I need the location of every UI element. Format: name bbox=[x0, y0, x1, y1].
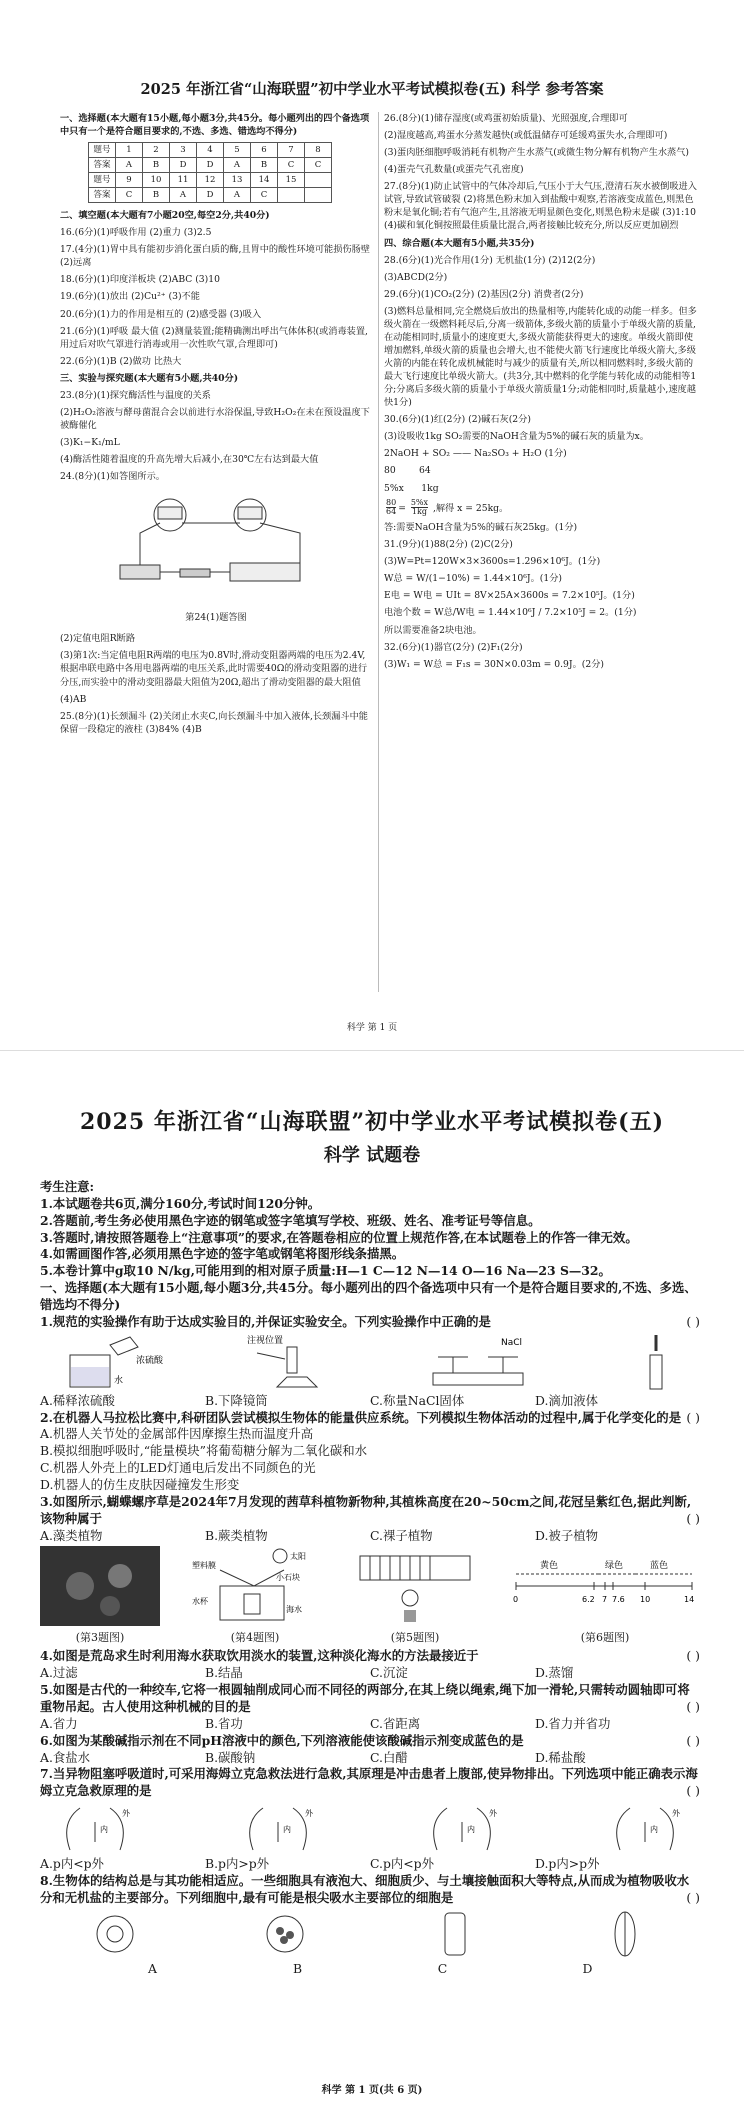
answer-23-2: (2)H₂O₂溶液与酵母菌混合会以前进行水浴保温,导致H₂O₂在未在预设温度下被酶催化 bbox=[60, 406, 370, 431]
option-d[interactable]: D.稀盐酸 bbox=[535, 1749, 586, 1765]
svg-text:水杯: 水杯 bbox=[192, 1597, 208, 1607]
answer-32-2: (3)W₁ = W总 = F₁s = 30N×0.03m = 0.9J。(2分) bbox=[384, 658, 604, 670]
svg-text:10: 10 bbox=[640, 1595, 651, 1605]
dilute-acid-figure bbox=[40, 1333, 170, 1391]
fraction: $\frac{80}{64}$ bbox=[386, 497, 397, 517]
option-a[interactable]: A.食盐水 bbox=[40, 1749, 91, 1765]
option-c[interactable]: C.机器人外壳上的LED灯通电后发出不同颜色的光 bbox=[40, 1460, 316, 1476]
section-choice-heading: 一、选择题(本大题有15小题,每小题3分,共45分。每小题列出的四个备选项中只有一个是符合题目要求的,不选、多选、错选均不得分) bbox=[60, 113, 370, 138]
question-2: 2.在机器人马拉松比赛中,科研团队尝试模拟生物体的能量供应系统。下列模拟生物体活动的过程中,属于化学变化的是 ( ) bbox=[40, 1409, 700, 1425]
answer-23-3: (3)K₁−K₁/mL bbox=[60, 437, 120, 448]
answer-26-1: 26.(8分)(1)储存湿度(或鸡蛋初始质量)、光照强度,合理即可 bbox=[384, 113, 628, 124]
lung-figure-a bbox=[40, 1802, 150, 1854]
lung-figure-d bbox=[590, 1802, 700, 1854]
option-d[interactable]: D bbox=[582, 1960, 593, 1976]
answer-31-4: E电 = W电 = UIt = 8V×25A×3600s = 7.2×10⁵J。(1分) bbox=[384, 590, 635, 602]
balance-figure bbox=[413, 1333, 543, 1391]
option-d[interactable]: D.机器人的仿生皮肤因碰撞发生形变 bbox=[40, 1477, 240, 1493]
option-c[interactable]: C.省距离 bbox=[370, 1715, 421, 1731]
svg-text:绿色: 绿色 bbox=[605, 1561, 624, 1572]
answer-19: 19.(6分)(1)放出 (2)Cu²⁺ (3)不能 bbox=[60, 291, 200, 303]
figures-row bbox=[40, 1546, 700, 1646]
answer-22: 22.(6分)(1)B (2)做功 比热大 bbox=[60, 355, 182, 367]
option-d[interactable]: D.被子植物 bbox=[535, 1527, 598, 1543]
question-1-options bbox=[40, 1393, 700, 1410]
question-5: 5.如图是古代的一种绞车,它将一根圆轴削成同心而不同径的两部分,在其上绕以绳索,绳下加一滑轮,只需转动圆轴即可将重物吊起。古人使用这种机械的目的是 ( ) bbox=[40, 1682, 700, 1714]
answer-key-page bbox=[0, 0, 744, 1050]
question-5-options bbox=[40, 1716, 700, 1733]
figure-24-caption: 第24(1)题答图 bbox=[185, 612, 247, 624]
question-1-figures bbox=[40, 1333, 700, 1391]
question-7-figures bbox=[40, 1802, 700, 1854]
answer-left-column bbox=[60, 112, 372, 740]
svg-text:塑料膜: 塑料膜 bbox=[192, 1561, 216, 1571]
answer-24-1: 24.(8分)(1)如答图所示。 bbox=[60, 471, 165, 483]
test-paper-page bbox=[0, 1050, 744, 2105]
svg-text:6.2: 6.2 bbox=[582, 1595, 595, 1605]
question-3-options bbox=[40, 1528, 700, 1545]
option-a[interactable]: A.稀释浓硫酸 bbox=[40, 1392, 115, 1408]
answer-20: 20.(6分)(1)力的作用是相互的 (2)感受器 (3)吸入 bbox=[60, 308, 262, 320]
section-choice-heading: 一、选择题(本大题有15小题,每小题3分,共45分。每小题列出的四个备选项中只有一个是符合题目要求的,不选、多选、错选均不得分) bbox=[40, 1280, 697, 1313]
page-footer: 科学 第 1 页 bbox=[346, 1023, 398, 1033]
answer-26-2: (2)湿度越高,鸡蛋水分蒸发越快(或低温储存可延缓鸡蛋失水,合理即可) bbox=[384, 130, 668, 142]
plant-photo bbox=[40, 1546, 160, 1626]
answer-17: 17.(4分)(1)胃中具有能初步消化蛋白质的酶,且胃中的酸性环境可能损伤肠壁 (2)远离 bbox=[60, 244, 370, 269]
svg-text:内: 内 bbox=[466, 1825, 475, 1835]
svg-text:黄色: 黄色 bbox=[540, 1561, 559, 1572]
section-experiment-heading: 三、实验与探究题(本大题有5小题,共40分) bbox=[60, 372, 239, 384]
notice-title: 考生注意: bbox=[40, 1179, 95, 1194]
table-row: 题号 9 10 11 12 13 14 15 bbox=[89, 173, 332, 188]
notice-item: 5.本卷计算中g取10 N/kg,可能用到的相对原子质量:H—1 C—12 N—14 O—16 Na—23 S—32。 bbox=[40, 1263, 611, 1279]
question-7-options bbox=[40, 1856, 700, 1873]
answer-16: 16.(6分)(1)呼吸作用 (2)重力 (3)2.5 bbox=[60, 227, 212, 239]
question-7: 7.当异物阻塞呼吸道时,可采用海姆立克急救法进行急救,其原理是冲击患者上腹部,使异物排出。下列选项中能正确表示海姆立克急救原理的是 ( ) bbox=[40, 1766, 700, 1799]
svg-text:内: 内 bbox=[649, 1825, 658, 1835]
table-row: 答案 C B A D A C bbox=[89, 188, 332, 203]
table-row: 题号 1 2 3 4 5 6 7 8 bbox=[89, 143, 332, 158]
option-b[interactable]: B.蕨类植物 bbox=[205, 1527, 268, 1543]
option-b[interactable]: B.碳酸钠 bbox=[205, 1749, 256, 1765]
answer-31-5: 电池个数 = W总/W电 = 1.44×10⁶J / 7.2×10⁵J = 2。(1分) bbox=[384, 607, 637, 619]
answer-24-3: (3)第1次:当定值电阻R两端的电压为0.8V时,滑动变阻器两端的电压为2.4V,根据串联电路中各用电器两端的电压关系,此时需要40Ω的滑动变阻器的进行分压,而实验中的滑动变阻器最大阻值为20Ω,超出了滑动变阻器的最大阻值 bbox=[60, 650, 368, 688]
test-title: 2025 年浙江省“山海联盟”初中学业水平考试模拟卷(五) bbox=[79, 1109, 665, 1135]
svg-text:太阳: 太阳 bbox=[290, 1552, 306, 1562]
test-body bbox=[40, 1179, 700, 1978]
answer-23-4: (4)酶活性随着温度的升高先增大后减小,在30℃左右达到最大值 bbox=[60, 454, 319, 466]
notice-item: 4.如需画图作答,必须用黑色字迹的签字笔或钢笔将图形线条描黑。 bbox=[40, 1246, 405, 1262]
answer-32-1: 32.(6分)(1)器官(2分) (2)F₁(2分) bbox=[384, 641, 523, 653]
answer-30-3: 2NaOH + SO₂ —— Na₂SO₃ + H₂O (1分) bbox=[384, 448, 567, 460]
fraction: $\frac{5\%x}{1kg}$ bbox=[410, 497, 429, 517]
figure-3: (第3题图) bbox=[40, 1546, 160, 1646]
answer-26-3: (3)蛋肉胚细胞呼吸消耗有机物产生水蒸气(或微生物分解有机物产生水蒸气) bbox=[384, 147, 689, 159]
answer-30-7: 答:需要NaOH含量为5%的碱石灰25kg。(1分) bbox=[384, 522, 578, 534]
svg-text:14: 14 bbox=[684, 1595, 695, 1605]
option-a[interactable]: A.p内<p外 bbox=[40, 1856, 104, 1872]
svg-text:蓝色: 蓝色 bbox=[650, 1561, 669, 1572]
option-c[interactable]: C.沉淀 bbox=[370, 1665, 408, 1681]
svg-text:7.6: 7.6 bbox=[612, 1595, 625, 1605]
option-c[interactable]: C.称量NaCl固体 bbox=[370, 1392, 465, 1408]
answer-30-6: $\frac{80}{64}$ = $\frac{5\%x}{1kg}$ ,解得 x = 25kg。 bbox=[386, 497, 509, 517]
answer-25: 25.(8分)(1)长颈漏斗 (2)关闭止水夹C,向长颈漏斗中加入液体,长颈漏斗中能保留一段稳定的液柱 (3)84% (4)B bbox=[60, 710, 368, 735]
cell-d bbox=[590, 1909, 660, 1959]
cell-c bbox=[420, 1909, 490, 1959]
table-row: 答案 A B D D A B C C bbox=[89, 158, 332, 173]
test-subtitle: 科学 试题卷 bbox=[323, 1145, 421, 1166]
question-4: 4.如图是荒岛求生时利用海水获取饮用淡水的装置,这种淡化海水的方法最接近于 ( ) bbox=[40, 1648, 700, 1664]
lung-figure-c bbox=[407, 1802, 517, 1854]
answer-23-1: 23.(8分)(1)探究酶活性与温度的关系 bbox=[60, 389, 211, 401]
option-c[interactable]: C.p内<p外 bbox=[370, 1856, 435, 1872]
svg-text:小石块: 小石块 bbox=[276, 1573, 300, 1583]
option-d[interactable]: D.滴加液体 bbox=[535, 1392, 598, 1408]
answer-29-2: (3)燃料总量相同,完全燃烧后放出的热量相等,内能转化成的动能一样多。但多级火箭在一级燃料耗尽后,分离一级箭体,多级火箭的质量小于单级火箭的质量,在动能相同时,质量小的速度更大,多级火箭能获得更大的速度。单级火箭即使增加燃料,单级火箭的质量也会增大,也不能使火箭飞行速度比单级火箭大,多级火箭的内能在转化成机械能时与减少的质量有关,所以相同燃料时,多级火箭的最大飞行速度比单级火箭大。(共3分,其中燃料的化学能与转化成的动能相等1分;分离后多级火箭的质量小于单级火箭质量1分;动能相同时,质量越小,速度越快1分) bbox=[384, 305, 697, 409]
lung-figure-b bbox=[223, 1802, 333, 1854]
answer-30-4: 80 64 bbox=[384, 465, 431, 477]
answer-28-2: (3)ABCD(2分) bbox=[384, 271, 448, 283]
svg-text:内: 内 bbox=[100, 1825, 108, 1835]
figure-6: 黄色 绿色 蓝色 0 6.2 7 7.6 10 14 (第6题图) bbox=[510, 1546, 700, 1646]
option-a[interactable]: A.藻类植物 bbox=[40, 1527, 103, 1543]
question-3: 3.如图所示,蝴蝶螺序草是2024年7月发现的茜草科植物新物种,其植株高度在20~50cm之间,花冠呈紫红色,据此判断,该物种属于 ( ) bbox=[40, 1493, 700, 1526]
option-b[interactable]: B.下降镜筒 bbox=[205, 1392, 268, 1408]
svg-text:外: 外 bbox=[305, 1809, 314, 1819]
dropper-figure bbox=[610, 1333, 700, 1391]
option-a[interactable]: A.省力 bbox=[40, 1715, 78, 1731]
answer-31-6: 所以需要准备2块电池。 bbox=[384, 624, 482, 636]
svg-text:海水: 海水 bbox=[286, 1605, 302, 1615]
question-6-options bbox=[40, 1750, 700, 1767]
answer-key-title: 2025 年浙江省“山海联盟”初中学业水平考试模拟卷(五) 科学 参考答案 bbox=[140, 81, 604, 98]
svg-text:外: 外 bbox=[488, 1809, 497, 1819]
option-a[interactable]: A bbox=[148, 1960, 157, 1976]
option-c[interactable]: C.裸子植物 bbox=[370, 1527, 433, 1543]
answer-26-4: (4)蛋壳气孔数量(或蛋壳气孔密度) bbox=[384, 164, 524, 176]
question-4-options bbox=[40, 1665, 700, 1682]
question-1: 1.规范的实验操作有助于达成实验目的,并保证实验安全。下列实验操作中正确的是 ( ) bbox=[40, 1313, 700, 1329]
answer-21: 21.(6分)(1)呼吸 最大值 (2)测量装置;能精确测出呼出气体体积(或消毒装置,用过后对吹气罩进行消毒或用一次性吹气罩,合理即可) bbox=[60, 325, 368, 350]
notice-item: 2.答题前,考生务必使用黑色字迹的钢笔或签字笔填写学校、班级、姓名、准考证号等信息。 bbox=[40, 1212, 541, 1228]
answer-30-2: (3)设吸收1kg SO₂需要的NaOH含量为5%的碱石灰的质量为x。 bbox=[384, 431, 649, 443]
svg-text:水: 水 bbox=[114, 1375, 124, 1386]
svg-text:外: 外 bbox=[671, 1809, 680, 1819]
microscope-figure bbox=[237, 1333, 347, 1391]
answer-29-1: 29.(6分)(1)CO₂(2分) (2)基因(2分) 消费者(2分) bbox=[384, 288, 584, 300]
figure-4: 太阳 塑料膜 小石块 水杯 海水 (第4题图) bbox=[190, 1546, 320, 1646]
option-b[interactable]: B.模拟细胞呼吸时,“能量模块”将葡萄糖分解为二氧化碳和水 bbox=[40, 1443, 368, 1459]
question-6: 6.如图为某酸碱指示剂在不同pH溶液中的颜色,下列溶液能使该酸碱指示剂变成蓝色的是 ( ) bbox=[40, 1732, 700, 1748]
question-8-options bbox=[40, 1961, 700, 1978]
svg-text:内: 内 bbox=[283, 1825, 292, 1835]
figure-5: (第5题图) bbox=[350, 1546, 480, 1646]
answer-table bbox=[88, 142, 332, 203]
page-footer: 科学 第 1 页(共 6 页) bbox=[321, 2085, 423, 2096]
option-b[interactable]: B bbox=[292, 1960, 303, 1976]
answer-30-1: 30.(6分)(1)红(2分) (2)碱石灰(2分) bbox=[384, 414, 531, 426]
svg-text:0: 0 bbox=[513, 1595, 519, 1605]
section-fill-heading: 二、填空题(本大题有7小题20空,每空2分,共40分) bbox=[60, 210, 270, 222]
option-c[interactable]: C bbox=[437, 1960, 448, 1976]
answer-18: 18.(6分)(1)印度洋板块 (2)ABC (3)10 bbox=[60, 274, 220, 286]
desalination-device bbox=[190, 1546, 320, 1626]
ph-scale bbox=[510, 1546, 700, 1626]
section-comprehensive-heading: 四、综合题(本大题有5小题,共35分) bbox=[384, 237, 535, 249]
svg-text:浓硫酸: 浓硫酸 bbox=[136, 1355, 164, 1366]
option-d[interactable]: D.p内>p外 bbox=[535, 1856, 600, 1872]
answer-30-5: 5%x 1kg bbox=[384, 482, 439, 494]
answer-31-1: 31.(9分)(1)88(2分) (2)C(2分) bbox=[384, 539, 513, 551]
answer-28-1: 28.(6分)(1)光合作用(1分) 无机盐(1分) (2)12(2分) bbox=[384, 254, 596, 266]
svg-text:注视位置: 注视位置 bbox=[246, 1335, 283, 1346]
svg-text:NaCl: NaCl bbox=[501, 1337, 523, 1348]
option-d[interactable]: D.蒸馏 bbox=[535, 1665, 574, 1681]
cell-b bbox=[250, 1909, 320, 1959]
column-divider bbox=[378, 112, 379, 992]
question-8-figures bbox=[40, 1909, 700, 1959]
option-a[interactable]: A.过滤 bbox=[40, 1665, 78, 1681]
svg-text:外: 外 bbox=[122, 1809, 130, 1819]
notice-item: 1.本试题卷共6页,满分160分,考试时间120分钟。 bbox=[40, 1195, 321, 1211]
option-b[interactable]: B.结晶 bbox=[205, 1665, 243, 1681]
cell-a bbox=[80, 1909, 150, 1959]
answer-27: 27.(8分)(1)防止试管中的气体冷却后,气压小于大气压,澄清石灰水被倒吸进入试管,导致试管破裂 (2)将黑色粉末加入到盐酸中观察,若溶液变成蓝色,则黑色粉末是氧化铜;若有气泡产生,且溶液无明显颜色变化,则黑色粉末是碳 (3)1:10 (4)碳和氧化铜按照最佳质量比混合,两者接触比较充分,所以反应更加剧烈 bbox=[384, 181, 697, 232]
option-d[interactable]: D.省力并省功 bbox=[535, 1715, 611, 1731]
answer-right-column bbox=[384, 112, 700, 675]
notice-item: 3.答题时,请按照答题卷上“注意事项”的要求,在答题卷相应的位置上规范作答,在本试题卷上的作答一律无效。 bbox=[40, 1229, 638, 1245]
option-b[interactable]: B.p内>p外 bbox=[205, 1856, 270, 1872]
svg-text:7: 7 bbox=[602, 1595, 608, 1605]
winch-device bbox=[350, 1546, 480, 1626]
answer-31-3: W总 = W/(1−10%) = 1.44×10⁶J。(1分) bbox=[384, 573, 562, 585]
answer-31-2: (3)W=Pt=120W×3×3600s=1.296×10⁶J。(1分) bbox=[384, 556, 601, 568]
option-a[interactable]: A.机器人关节处的金属部件因摩擦生热而温度升高 bbox=[40, 1426, 314, 1442]
answer-24-4: (4)AB bbox=[60, 693, 87, 705]
option-c[interactable]: C.白醋 bbox=[370, 1749, 408, 1765]
answer-24-2: (2)定值电阻R断路 bbox=[60, 633, 136, 645]
question-8: 8.生物体的结构总是与其功能相适应。一些细胞具有液泡大、细胞质少、与土壤接触面积大等特点,从而成为植物吸收水分和无机盐的主要部分。下列细胞中,最有可能是根尖吸水主要部位的细胞是 ( ) bbox=[40, 1872, 700, 1905]
option-b[interactable]: B.省功 bbox=[205, 1715, 243, 1731]
circuit-diagram bbox=[100, 493, 330, 603]
